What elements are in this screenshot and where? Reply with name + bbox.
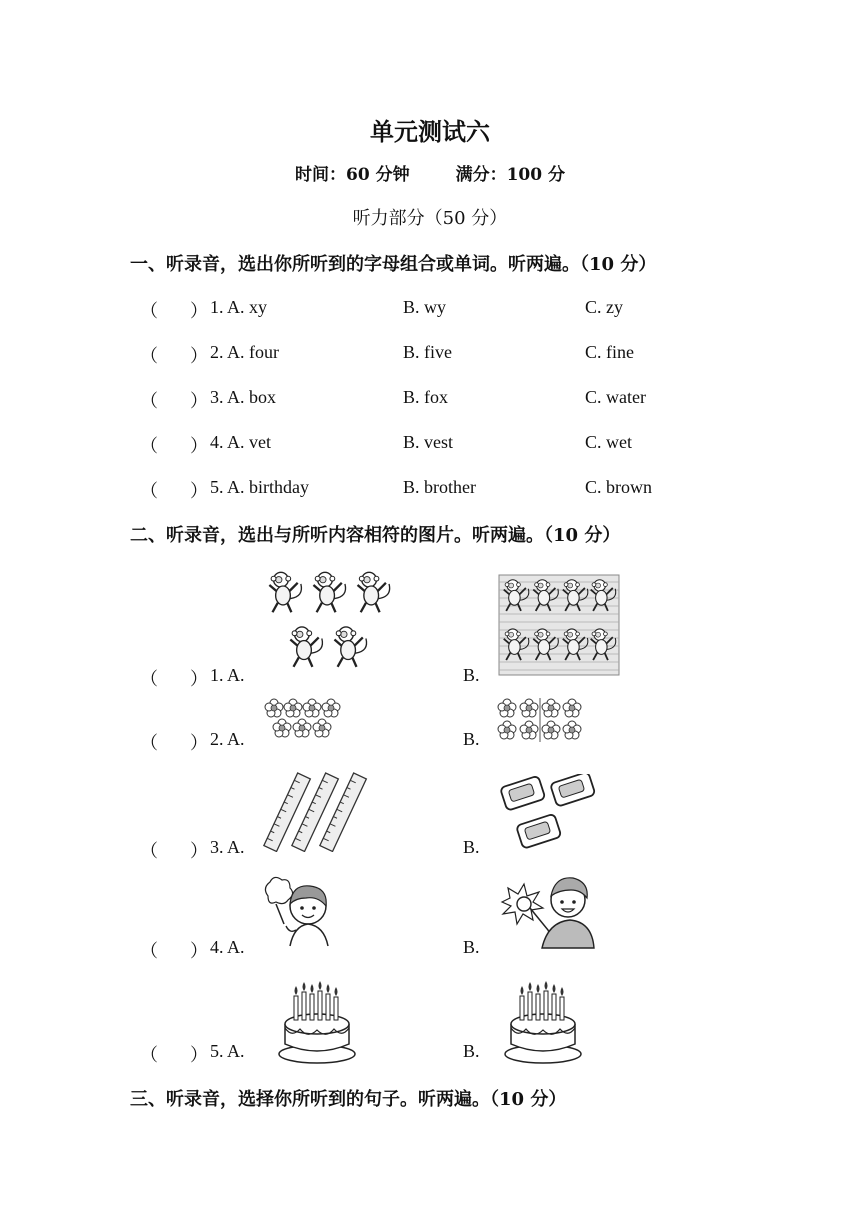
option-a: 3. A.: [210, 837, 245, 857]
section-3-heading: 三、听录音，选择你所听到的句子。听两遍。（10 分）: [130, 1089, 567, 1110]
answer-paren-close: ）: [190, 391, 208, 411]
answer-paren-close: ）: [190, 841, 208, 861]
option-b: B. wy: [403, 297, 447, 317]
answer-paren-open[interactable]: （: [140, 669, 158, 689]
page-title: 单元测试六: [370, 117, 490, 146]
answer-paren-close: ）: [190, 346, 208, 366]
option-b: B.: [463, 665, 480, 685]
three-rulers-picture[interactable]: [262, 772, 372, 852]
option-b: B. five: [403, 342, 452, 362]
option-a: 5. A.: [210, 1041, 245, 1061]
answer-paren-open[interactable]: （: [140, 301, 158, 321]
part-title: 听力部分（50 分）: [352, 208, 508, 229]
answer-paren-close: ）: [190, 436, 208, 456]
birthday-cake-picture[interactable]: [270, 978, 366, 1064]
five-monkeys-picture[interactable]: [262, 565, 402, 680]
answer-paren-open[interactable]: （: [140, 841, 158, 861]
answer-paren-open[interactable]: （: [140, 481, 158, 501]
nine-flowers-picture[interactable]: [496, 696, 584, 744]
option-a: 1. A. xy: [210, 297, 268, 317]
answer-paren-open[interactable]: （: [140, 346, 158, 366]
answer-paren-open[interactable]: （: [140, 941, 158, 961]
option-b: B.: [463, 937, 480, 957]
option-a: 5. A. birthday: [210, 477, 309, 497]
exam-meta: [0, 160, 860, 185]
section-1-heading: 一、听录音，选出你所听到的字母组合或单词。听两遍。（10 分）: [130, 254, 657, 275]
answer-paren-close: ）: [190, 733, 208, 753]
option-b: B.: [463, 729, 480, 749]
answer-paren-close: ）: [190, 1045, 208, 1065]
three-erasers-picture[interactable]: [496, 774, 600, 854]
answer-paren-close: ）: [190, 941, 208, 961]
option-a: 4. A.: [210, 937, 245, 957]
answer-paren-close: ）: [190, 301, 208, 321]
option-c: C. brown: [585, 477, 652, 497]
option-a: 2. A.: [210, 729, 245, 749]
option-c: C. zy: [585, 297, 623, 317]
answer-paren-close: ）: [190, 481, 208, 501]
answer-paren-open[interactable]: （: [140, 1045, 158, 1065]
section-2-heading: 二、听录音，选出与所听内容相符的图片。听两遍。（10 分）: [130, 525, 621, 546]
option-a: 2. A. four: [210, 342, 280, 362]
option-b: B.: [463, 837, 480, 857]
nine-monkeys-picture[interactable]: [498, 574, 620, 676]
seven-flowers-picture[interactable]: [262, 696, 346, 742]
option-c: C. water: [585, 387, 646, 407]
option-b: B. fox: [403, 387, 448, 407]
option-a: 1. A.: [210, 665, 245, 685]
option-b: B. brother: [403, 477, 476, 497]
option-a: 3. A. box: [210, 387, 277, 407]
answer-paren-close: ）: [190, 669, 208, 689]
answer-paren-open[interactable]: （: [140, 391, 158, 411]
option-a: 4. A. vet: [210, 432, 272, 452]
option-c: C. fine: [585, 342, 634, 362]
answer-paren-open[interactable]: （: [140, 733, 158, 753]
boy-fist-picture[interactable]: [498, 872, 598, 950]
option-b: B.: [463, 1041, 480, 1061]
time-limit: 时间：60 分钟: [295, 165, 410, 185]
option-c: C. wet: [585, 432, 632, 452]
answer-paren-open[interactable]: （: [140, 436, 158, 456]
girl-waving-picture[interactable]: [258, 874, 338, 948]
birthday-cake-picture[interactable]: [496, 978, 592, 1064]
option-b: B. vest: [403, 432, 454, 452]
full-score: 满分：100 分: [455, 165, 565, 185]
